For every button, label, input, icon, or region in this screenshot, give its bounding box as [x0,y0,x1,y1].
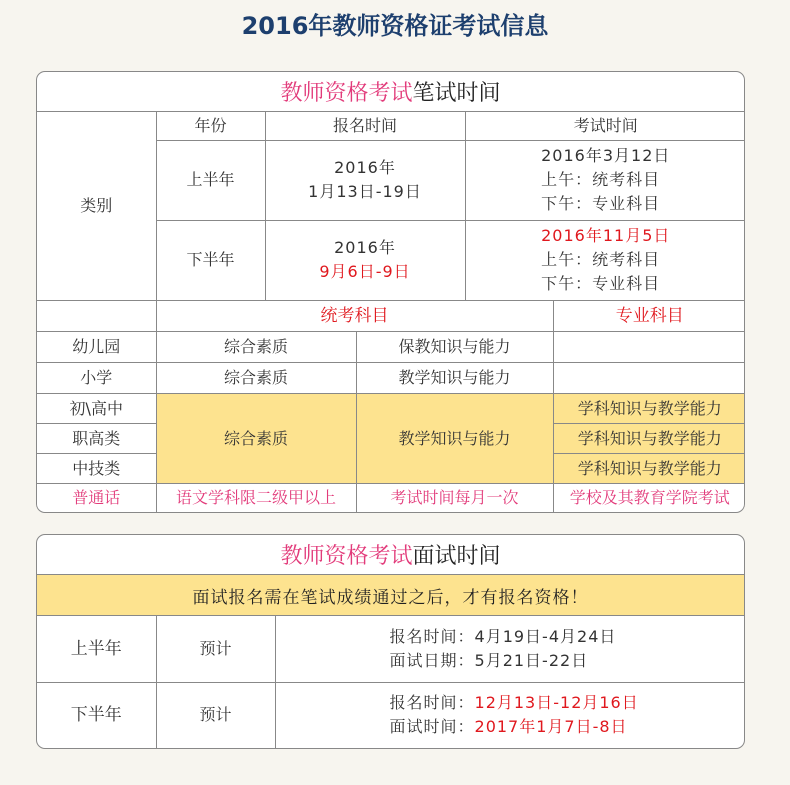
second-half-exam-morning: 上午：统考科目 [541,250,661,270]
row-label-secondary-2: 职高类 [37,424,156,454]
first-half-exam-date: 2016年3月12日 [541,146,671,165]
interview-title [37,535,744,575]
page-title: 2016年教师资格证考试信息 [241,12,549,40]
mandarin-info-b: 考试时间每月一次 [356,484,553,513]
primary-subject-b: 教学知识与能力 [356,363,553,394]
interview-first-reg-label: 报名时间： [389,626,475,646]
row-label-mandarin: 普通话 [37,484,156,513]
subject-header-unified: 统考科目 [156,301,553,332]
interview-schedule-table [37,616,745,748]
interview-second-date-label: 面试时间： [389,717,475,737]
secondary-subject-c-2: 学科知识与教学能力 [553,424,745,454]
header-registration: 报名时间 [265,112,465,140]
interview-second-half-details [275,682,745,748]
written-exam-card [36,71,745,513]
second-half-exam [465,220,745,300]
secondary-subject-c-3: 学科知识与教学能力 [553,454,745,484]
interview-first-date-value: 5月21日-22日 [474,650,589,670]
second-half-exam-date: 2016年11月5日 [541,226,671,246]
interview-first-date-label: 面试日期： [389,650,475,670]
header-year: 年份 [156,112,265,140]
row-label-kindergarten: 幼儿园 [37,332,156,363]
interview-first-half-details [275,616,745,682]
mandarin-info-c: 学校及其教育学院考试 [553,484,745,513]
interview-second-half-estimate: 预计 [156,682,275,748]
subject-header-specialty: 专业科目 [553,301,745,332]
category-label: 类别 [37,112,156,300]
secondary-subject-c-1: 学科知识与教学能力 [553,394,745,424]
first-half-reg-dates: 1月13日-19日 [308,182,422,201]
interview-card [36,534,745,749]
kindergarten-subject-b: 保教知识与能力 [356,332,553,363]
written-exam-title [37,72,744,112]
interview-title-accent: 教师资格考试 [280,544,413,569]
kindergarten-subject-a: 综合素质 [156,332,356,363]
second-half-label: 下半年 [156,220,265,300]
interview-second-date-value: 2017年1月7日-8日 [474,717,628,737]
written-title-accent: 教师资格考试 [280,81,413,106]
written-schedule-table [37,112,745,300]
second-half-reg-dates: 9月6日-9日 [319,262,411,282]
row-label-secondary-3: 中技类 [37,454,156,484]
written-title-rest: 笔试时间 [412,81,501,106]
first-half-exam-afternoon: 下午：专业科目 [541,194,661,213]
row-label-secondary-1: 初\高中 [37,394,156,424]
interview-notice: 面试报名需在笔试成绩通过之后，才有报名资格！ [37,575,744,616]
second-half-registration [265,220,465,300]
kindergarten-subject-c [553,332,745,363]
interview-second-reg-value: 12月13日-12月16日 [474,693,639,713]
first-half-registration [265,140,465,220]
interview-first-half-label: 上半年 [37,616,156,682]
header-exam: 考试时间 [465,112,745,140]
secondary-subject-a: 综合素质 [156,394,356,484]
second-half-reg-year: 2016年 [334,238,396,258]
subjects-table [37,300,745,513]
first-half-exam [465,140,745,220]
interview-first-reg-value: 4月19日-4月24日 [474,626,617,646]
secondary-subject-b: 教学知识与能力 [356,394,553,484]
second-half-exam-afternoon: 下午：专业科目 [541,274,661,294]
first-half-exam-morning: 上午：统考科目 [541,170,661,189]
interview-title-rest: 面试时间 [412,544,501,569]
interview-second-half-label: 下半年 [37,682,156,748]
first-half-reg-year: 2016年 [334,158,396,177]
mandarin-info-a: 语文学科限二级甲以上 [156,484,356,513]
row-label-primary: 小学 [37,363,156,394]
primary-subject-a: 综合素质 [156,363,356,394]
primary-subject-c [553,363,745,394]
first-half-label: 上半年 [156,140,265,220]
interview-second-reg-label: 报名时间： [389,693,475,713]
interview-first-half-estimate: 预计 [156,616,275,682]
